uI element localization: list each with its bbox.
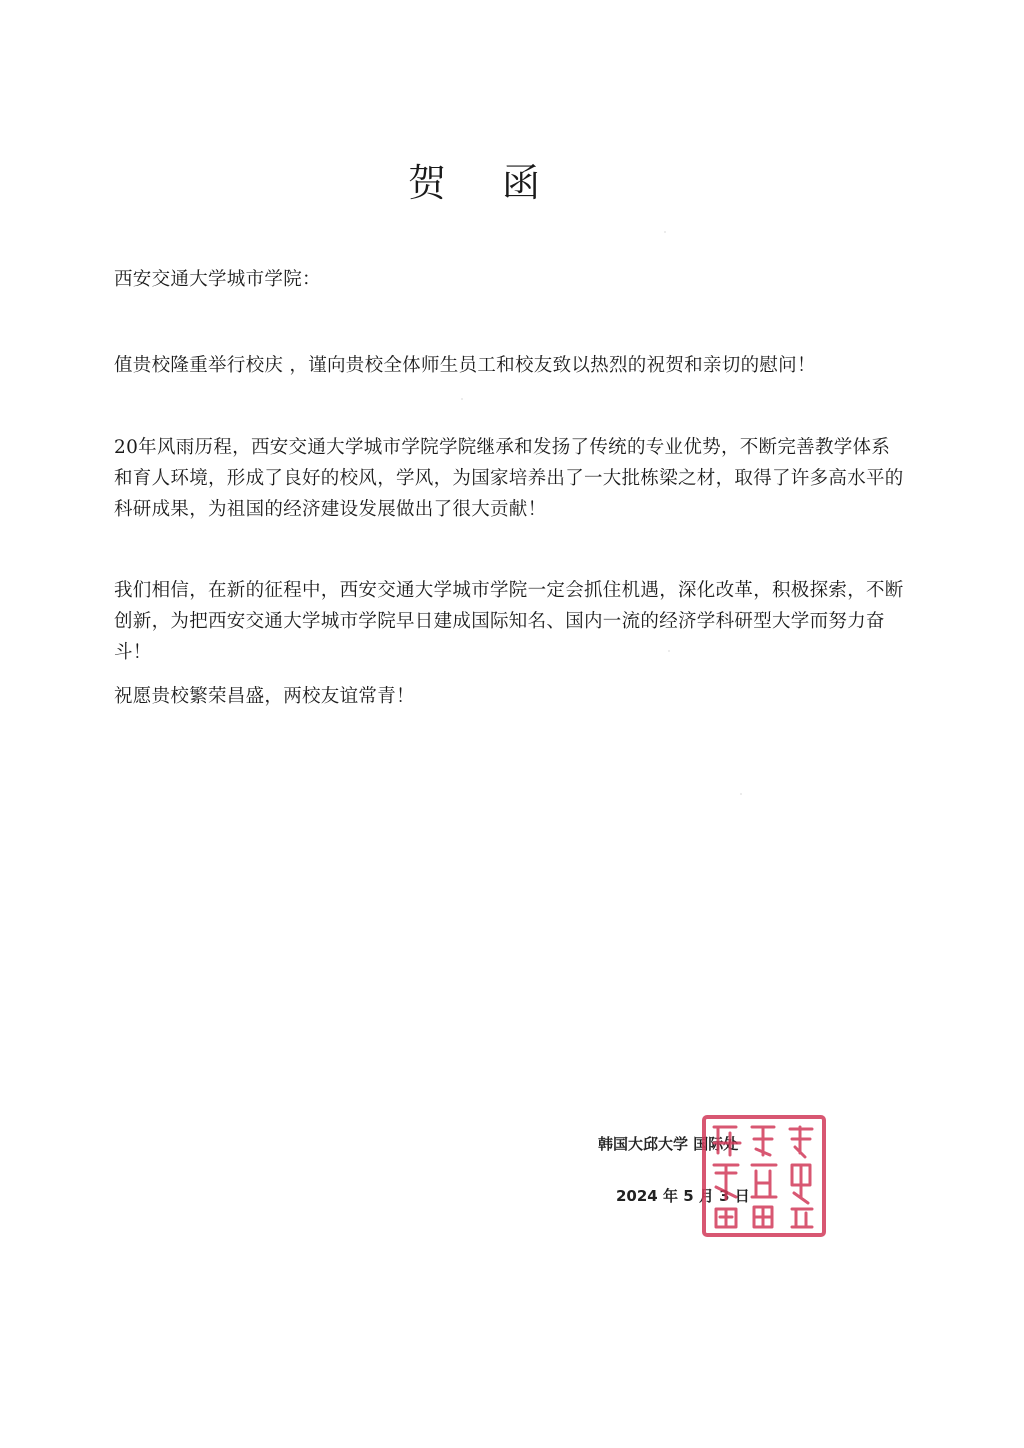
- paper-speck: [664, 231, 666, 233]
- signature-date: 2024 年 5 月 3 日: [616, 1187, 750, 1205]
- paragraph-wishes: 我们相信，在新的征程中，西安交通大学城市学院一定会抓住机遇，深化改革，积极探索，不断创新，为把西安交通大学城市学院早日建成国际知名、国内一流的经济学科研型大学而努力奋斗！: [114, 580, 904, 663]
- paper-speck: [668, 650, 670, 652]
- letter-title: 贺 函: [407, 161, 563, 205]
- paragraph-history: 20年风雨历程，西安交通大学城市学院学院继承和发扬了传统的专业优势，不断完善教学体系和育人环境，形成了良好的校风，学风，为国家培养出了一大批栋梁之材，取得了许多高水平的科研成果，为祖国的经济建设发展做出了很大贡献！: [114, 437, 904, 520]
- paragraph-congratulation: 值贵校隆重举行校庆 ，谨向贵校全体师生员工和校友致以热烈的祝贺和亲切的慰问！: [114, 355, 816, 376]
- salutation: 西安交通大学城市学院：: [114, 269, 321, 290]
- signature-organization: 韩国大邱大学 国际处: [598, 1135, 739, 1153]
- official-seal-icon: [700, 1113, 828, 1239]
- paper-speck: [461, 398, 463, 400]
- paper-speck: [740, 793, 742, 795]
- closing-line: 祝愿贵校繁荣昌盛，两校友谊常青！: [114, 686, 415, 707]
